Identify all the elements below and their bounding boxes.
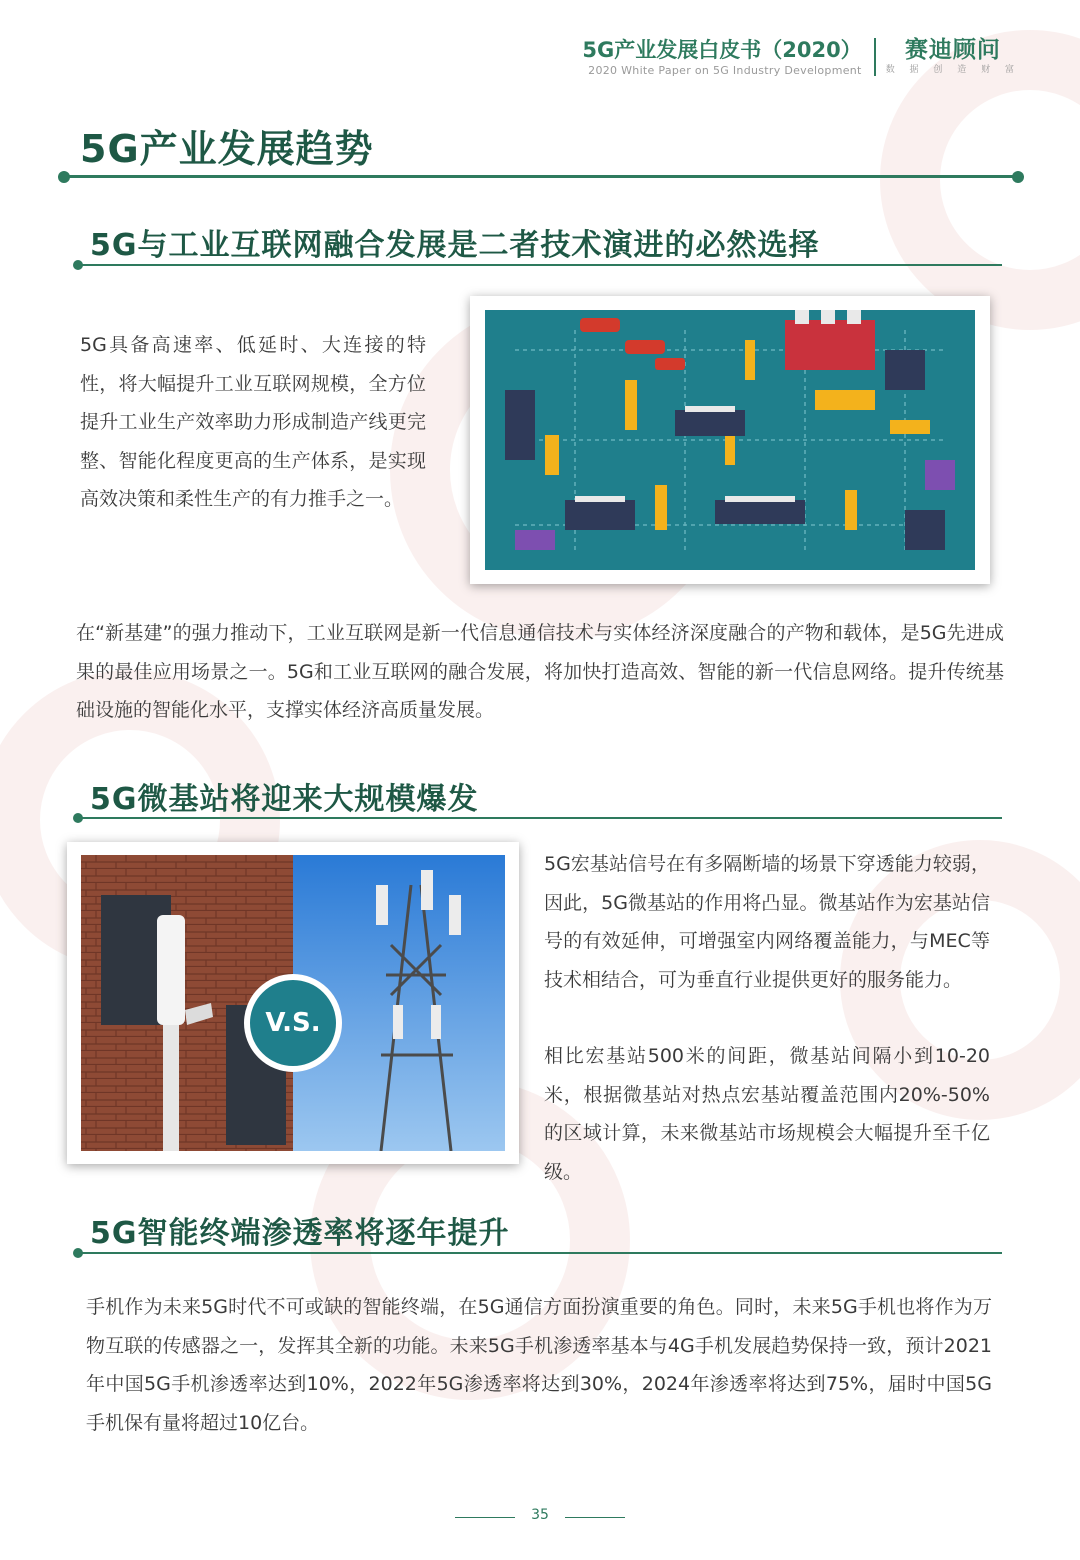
section-1-body-text: 在“新基建”的强力推动下，工业互联网是新一代信息通信技术与实体经济深度融合的产物和载体，是5G先进成果的最佳应用场景之一。5G和工业互联网的融合发展，将加快打造高效、智能的新一代信息网络。提升传统基础设施的智能化水平，支撑实体经济高质量发展。	[76, 622, 1004, 721]
section-1-side-text: 5G具备高速率、低延时、大连接的特性，将大幅提升工业互联网规模，全方位提升工业生产效率助力形成制造产线更完整、智能化程度更高的生产体系，是实现高效决策和柔性生产的有力推手之一。	[80, 334, 426, 510]
header-divider	[874, 38, 876, 76]
smart-factory-image	[470, 296, 990, 584]
ccid-logo	[886, 36, 1020, 76]
running-header	[582, 36, 1020, 82]
footer-line-right	[565, 1517, 625, 1518]
logo-name: 赛迪顾问	[904, 36, 1001, 63]
logo-slogan: 数 据 创 造 财 富	[885, 65, 1020, 75]
section-3-body-text: 手机作为未来5G时代不可或缺的智能终端，在5G通信方面扮演重要的角色。同时，未来5G手机也将作为万物互联的传感器之一，发挥其全新的功能。未来5G手机渗透率基本与4G手机发展趋势保持一致，预计2021年中国5G手机渗透率达到10%，2022年5G渗透率将达到30%，2024年渗透率将达到75%，届时中国5G手机保有量将超过10亿台。	[86, 1296, 992, 1434]
section-1-rule	[78, 264, 1002, 266]
footer-line-left	[455, 1517, 515, 1518]
vs-badge-text: V.S.	[265, 1008, 321, 1038]
smart-factory-illustration	[485, 310, 975, 570]
section-2-paragraph-1: 5G宏基站信号在有多隔断墙的场景下穿透能力较弱，因此，5G微基站的作用将凸显。微基站作为宏基站信号的有效延伸，可增强室内网络覆盖能力，与MEC等技术相结合，可为垂直行业提供更好的服务能力。	[544, 853, 990, 991]
header-title: 5G产业发展白皮书（2020）	[582, 38, 862, 62]
page-number: 35	[531, 1507, 549, 1523]
section-2-title: 5G微基站将迎来大规模爆发	[90, 782, 479, 817]
small-vs-macro-cell-image	[67, 842, 519, 1164]
section-2-paragraph-2: 相比宏基站500米的间距，微基站间隔小到10-20米，根据微基站对热点宏基站覆盖范围内20%-50%的区域计算，未来微基站市场规模会大幅提升至千亿级。	[544, 1045, 990, 1183]
section-3-rule	[78, 1252, 1002, 1254]
section-1-title: 5G与工业互联网融合发展是二者技术演进的必然选择	[90, 228, 820, 263]
page-title: 5G产业发展趋势	[80, 127, 374, 171]
title-rule-dot-right	[1012, 171, 1024, 183]
small-vs-macro-cell-photo	[81, 855, 505, 1151]
section-2-rule	[78, 817, 1002, 819]
title-rule	[62, 175, 1018, 178]
section-3-title: 5G智能终端渗透率将逐年提升	[90, 1216, 510, 1251]
header-subtitle: 2020 White Paper on 5G Industry Development	[588, 64, 862, 77]
